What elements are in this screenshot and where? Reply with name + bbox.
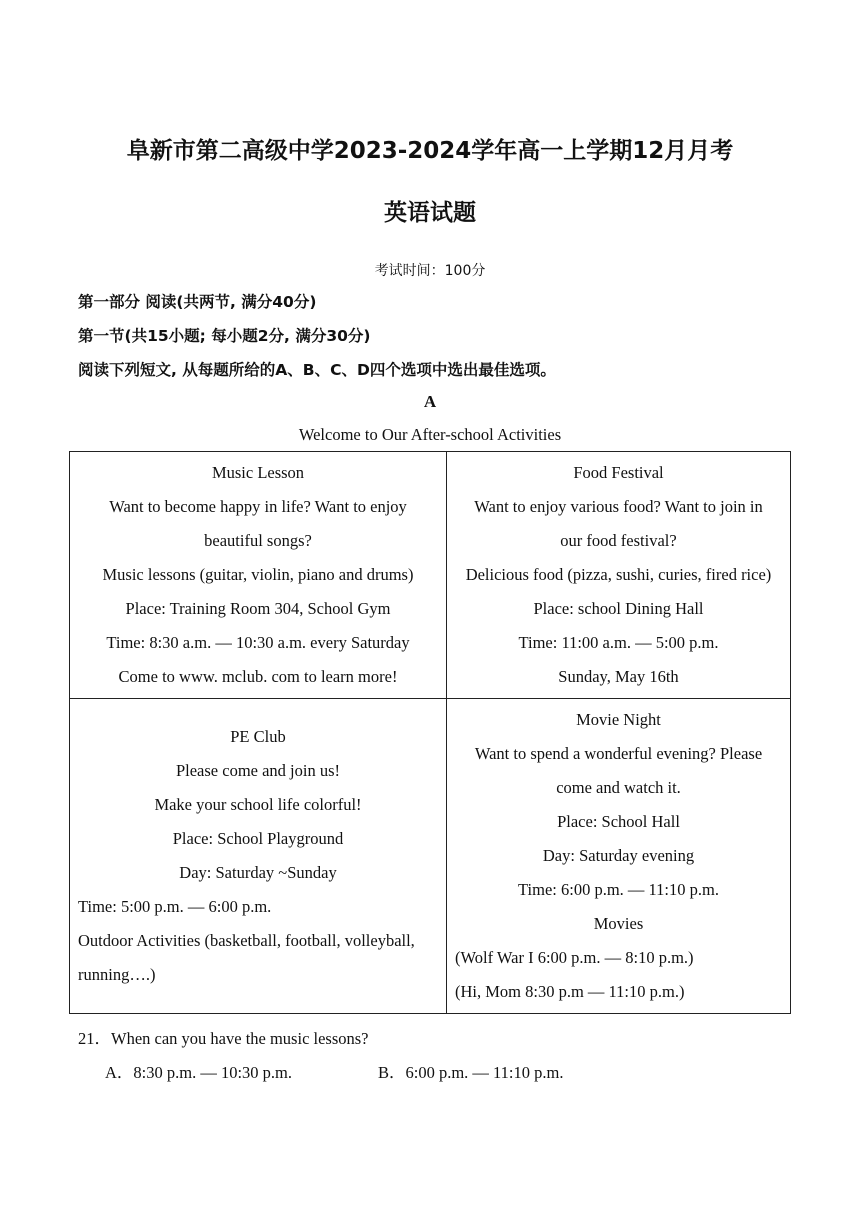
music-line: Music lessons (guitar, violin, piano and drums) [102,565,414,584]
music-line: Place: Training Room 304, School Gym [125,599,391,618]
pe-line: PE Club [230,727,286,746]
question-21: 21．When can you have the music lessons? [78,1029,369,1048]
food-line: Time: 11:00 a.m. — 5:00 p.m. [518,633,719,652]
movie-line: Time: 6:00 p.m. — 11:10 p.m. [518,880,719,899]
movie-line: Movies [593,914,644,933]
food-line: Sunday, May 16th [558,667,679,686]
music-line: Want to become happy in life? Want to enjoy [109,497,407,516]
passage-letter: A [423,392,437,411]
pe-line: Day: Saturday ~Sunday [179,863,337,882]
food-line: Place: school Dining Hall [533,599,704,618]
exam-time: 考试时间：100分 [374,263,486,279]
pe-line: Outdoor Activities (basketball, football, volleyball, [78,931,415,950]
pe-line: running….) [78,965,156,984]
movie-line: Place: School Hall [557,812,680,831]
movie-line: Movie Night [576,710,661,729]
part-heading: 第一部分 阅读(共两节, 满分40分) [78,293,317,311]
food-line: our food festival? [560,531,677,550]
movie-night-cell [447,699,791,1014]
activities-table [69,451,791,1014]
table-title: Welcome to Our After-school Activities [298,425,562,444]
music-line: Time: 8:30 a.m. — 10:30 a.m. every Saturday [106,633,410,652]
pe-line: Place: School Playground [172,829,344,848]
music-line: beautiful songs? [204,531,312,550]
music-line: Music Lesson [211,463,305,482]
food-line: Want to enjoy various food? Want to join in [474,497,763,516]
pe-line: Time: 5:00 p.m. — 6:00 p.m. [78,897,272,916]
option-a[interactable]: A．8:30 p.m. — 10:30 p.m. [105,1063,293,1082]
movie-line: (Hi, Mom 8:30 p.m — 11:10 p.m.) [455,982,685,1001]
movie-line: (Wolf War I 6:00 p.m. — 8:10 p.m.) [455,948,694,967]
pe-line: Please come and join us! [175,761,341,780]
music-line: Come to www. mclub. com to learn more! [118,667,398,686]
subsection-heading: 第一节(共15小题; 每小题2分, 满分30分) [78,327,371,345]
exam-title: 阜新市第二高级中学2023-2024学年高一上学期12月月考 [126,138,734,164]
instruction-text: 阅读下列短文, 从每题所给的A、B、C、D四个选项中选出最佳选项。 [78,361,556,379]
movie-line: Day: Saturday evening [542,846,695,865]
movie-line: come and watch it. [556,778,681,797]
music-lesson-cell [70,452,447,699]
pe-club-cell [70,699,447,1014]
movie-line: Want to spend a wonderful evening? Please [474,744,763,763]
option-b[interactable]: B．6:00 p.m. — 11:10 p.m. [378,1063,564,1082]
food-line: Food Festival [573,463,664,482]
food-festival-cell [447,452,791,699]
food-line: Delicious food (pizza, sushi, curies, fired rice) [465,565,772,584]
exam-subject: 英语试题 [384,200,476,226]
pe-line: Make your school life colorful! [154,795,362,814]
